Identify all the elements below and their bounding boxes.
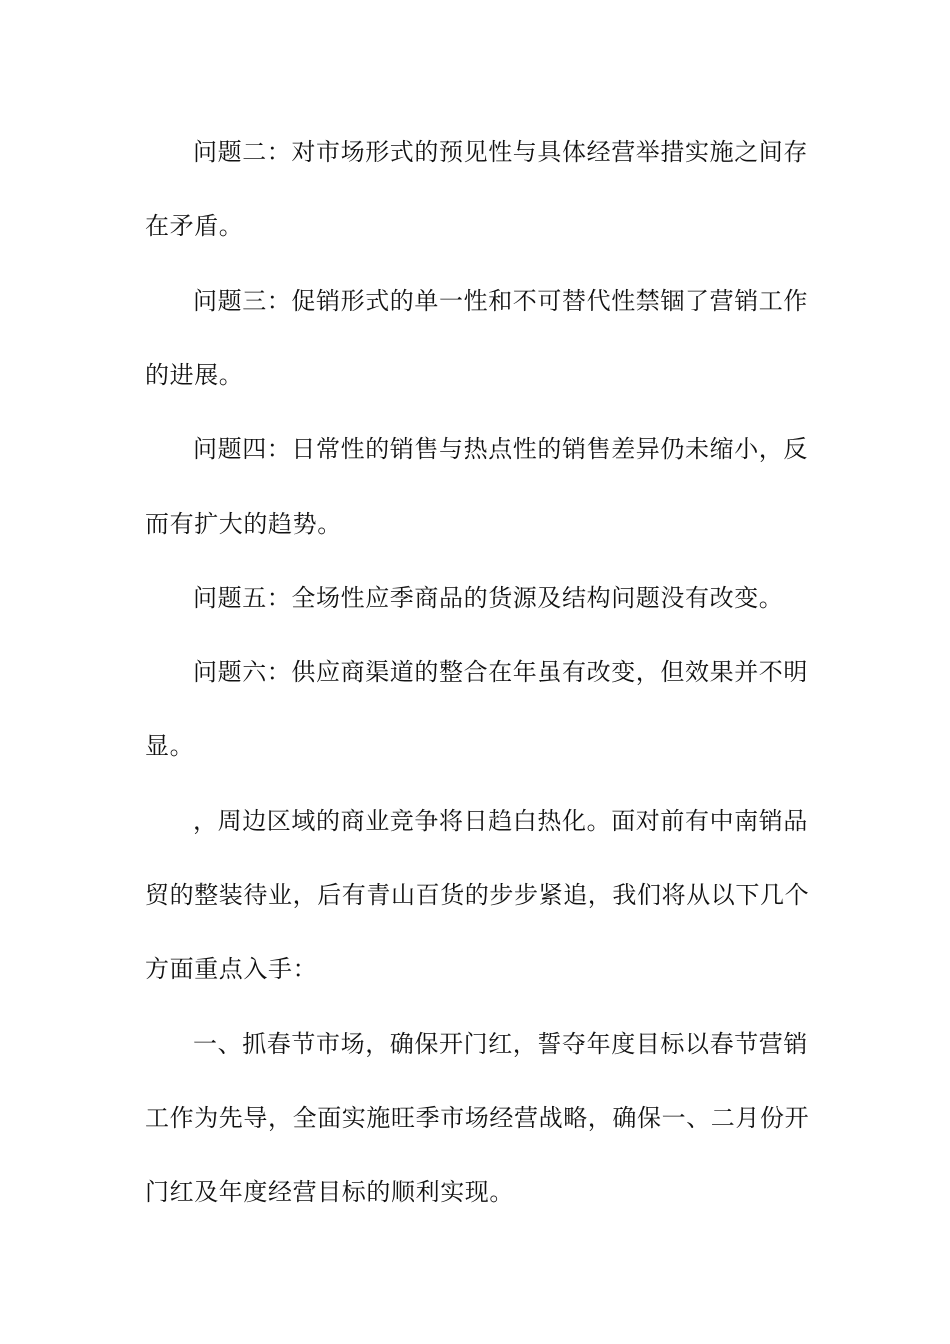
paragraph-problem-2-line-1: 问题二：对市场形式的预见性与具体经营举措实施之间存 <box>193 138 808 166</box>
paragraph-problem-5-line-1: 问题五：全场性应季商品的货源及结构问题没有改变。 <box>193 584 784 612</box>
paragraph-problem-6-line-1: 问题六：供应商渠道的整合在年虽有改变，但效果并不明 <box>193 658 808 686</box>
paragraph-problem-4-line-1: 问题四：日常性的销售与热点性的销售差异仍未缩小，反 <box>193 435 808 463</box>
paragraph-competition-line-2: 贸的整装待业，后有青山百货的步步紧追，我们将从以下几个 <box>145 881 810 909</box>
paragraph-spring-festival-line-3: 门红及年度经营目标的顺利实现。 <box>145 1178 514 1206</box>
paragraph-problem-4-line-2: 而有扩大的趋势。 <box>145 510 342 538</box>
paragraph-competition-line-1: ，周边区域的商业竞争将日趋白热化。面对前有中南销品 <box>193 807 808 835</box>
paragraph-spring-festival-line-2: 工作为先导，全面实施旺季市场经营战略，确保一、二月份开 <box>145 1104 810 1132</box>
paragraph-competition-line-3: 方面重点入手： <box>145 955 318 983</box>
paragraph-problem-2-line-2: 在矛盾。 <box>145 212 244 240</box>
paragraph-problem-3-line-2: 的进展。 <box>145 361 244 389</box>
paragraph-problem-3-line-1: 问题三：促销形式的单一性和不可替代性禁锢了营销工作 <box>193 287 808 315</box>
paragraph-problem-6-line-2: 显。 <box>145 732 195 760</box>
paragraph-spring-festival-line-1: 一、抓春节市场，确保开门红，誓夺年度目标以春节营销 <box>193 1030 808 1058</box>
